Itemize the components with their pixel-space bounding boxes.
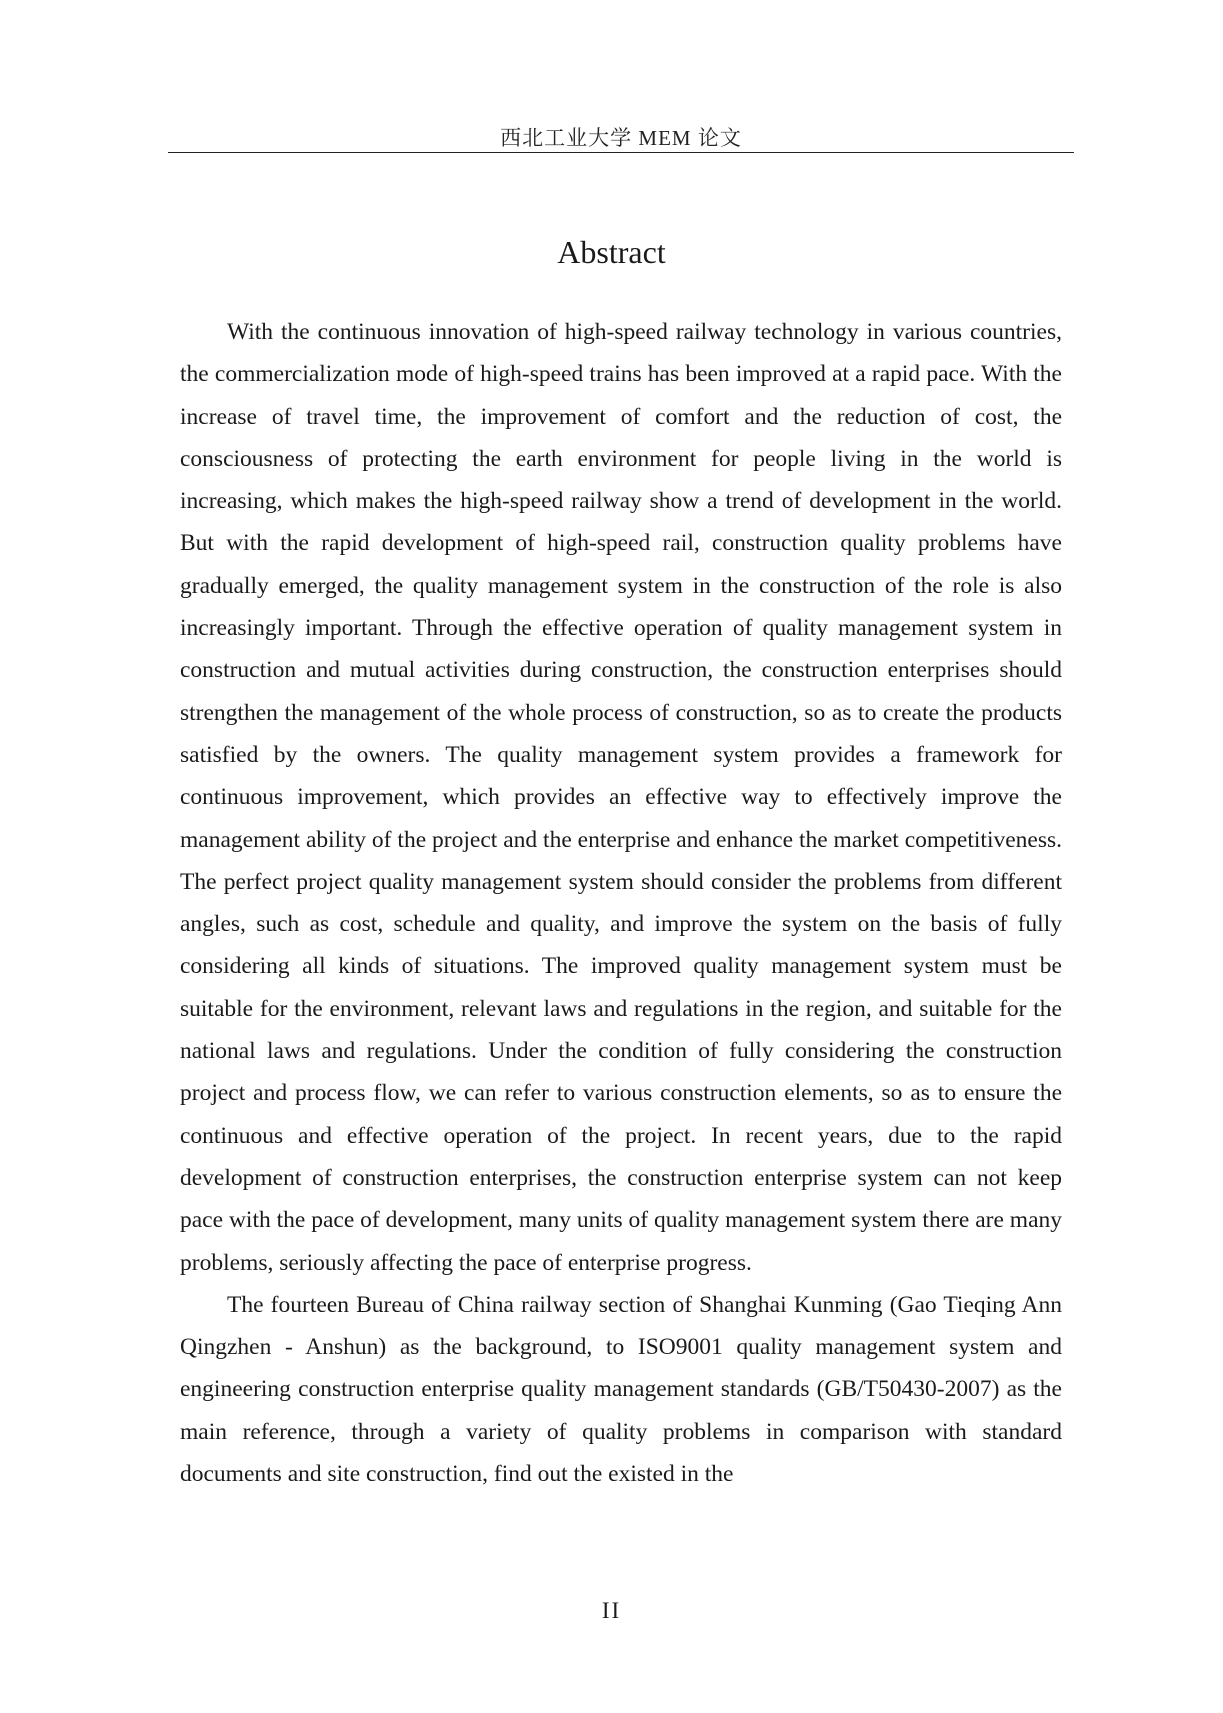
running-header: 西北工业大学 MEM 论文 — [500, 126, 742, 150]
header-divider — [168, 152, 1074, 153]
abstract-title: Abstract — [557, 234, 666, 270]
page-number: II — [601, 1598, 622, 1623]
abstract-body — [180, 311, 1062, 1495]
abstract-paragraph-2: The fourteen Bureau of China railway section of Shanghai Kunming (Gao Tieqing Ann Qingzhen - Anshun) as the background, to ISO9001 quality management system and engineering construction enterprise quality management standards (GB/T50430-2007) as the main reference, through a variety of quality problems in comparison with standard documents and site construction, find out the existed in the — [180, 1291, 1062, 1488]
abstract-paragraph-1: With the continuous innovation of high-speed railway technology in various countries, the commercialization mode of high-speed trains has been improved at a rapid pace. With the increase of travel time, the improvement of comfort and the reduction of cost, the consciousness of protecting the earth environment for people living in the world is increasing, which makes the high-speed railway show a trend of development in the world. But with the rapid development of high-speed rail, construction quality problems have gradually emerged, the quality management system in the construction of the role is also increasingly important. Through the effective operation of quality management system in construction and mutual activities during construction, the construction enterprises should strengthen the management of the whole process of construction, so as to create the products satisfied by the owners. The quality management system provides a framework for continuous improvement, which provides an effective way to effectively improve the management ability of the project and the enterprise and enhance the market competitiveness. The perfect project quality management system should consider the problems from different angles, such as cost, schedule and quality, and improve the system on the basis of fully considering all kinds of situations. The improved quality management system must be suitable for the environment, relevant laws and regulations in the region, and suitable for the national laws and regulations. Under the condition of fully considering the construction project and process flow, we can refer to various construction elements, so as to ensure the continuous and effective operation of the project. In recent years, due to the rapid development of construction enterprises, the construction enterprise system can not keep pace with the pace of development, many units of quality management system there are many problems, seriously affecting the pace of enterprise progress. — [180, 319, 1062, 1276]
